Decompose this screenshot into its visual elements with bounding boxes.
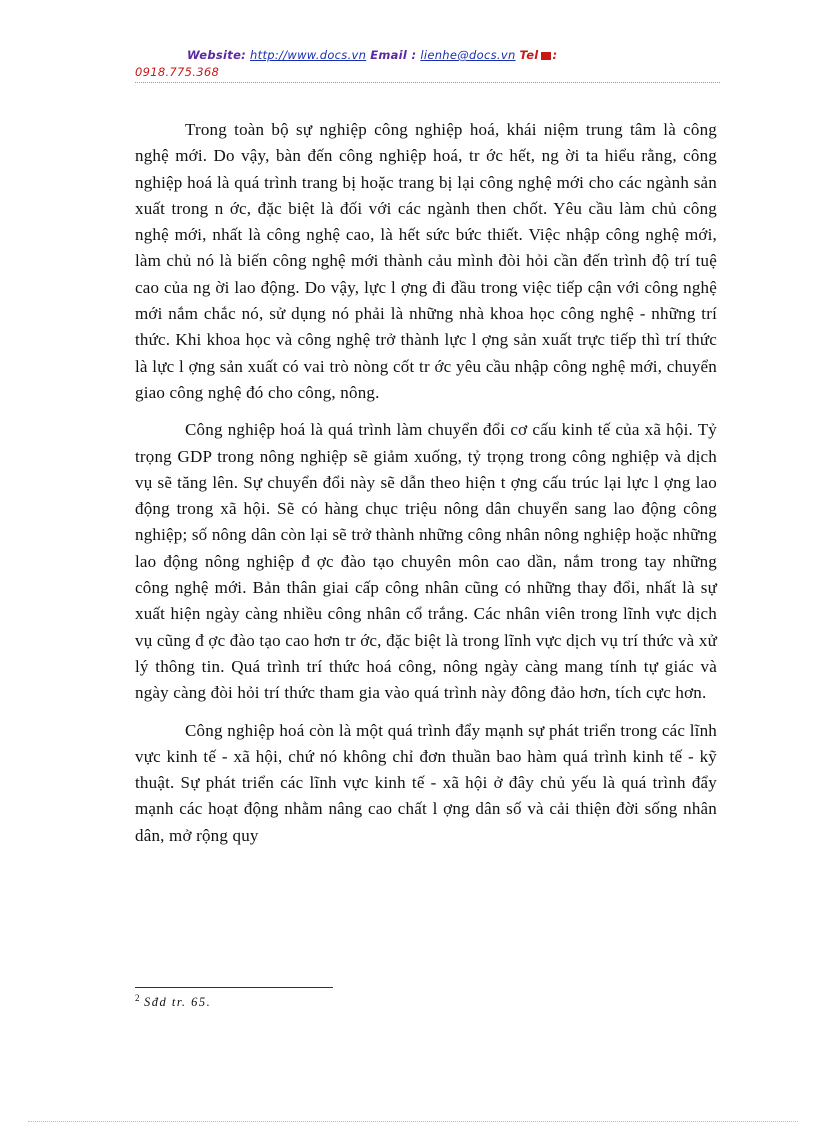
footnote [135, 993, 211, 1010]
telephone-icon [541, 52, 551, 60]
paragraph-2: Công nghiệp hoá là quá trình làm chuyển đổi cơ cấu kinh tế của xã hội. Tỷ trọng GDP trong nông nghiệp sẽ giảm xuống, tỷ trọng trong công nghiệp và dịch vụ sẽ tăng lên. Sự chuyển đổi này sẽ dẫn theo hiện t ợng cấu trúc lại lực l ợng lao động trong xã hội. Sẽ có hàng chục triệu nông dân chuyển sang lao động công nghiệp; số nông dân còn lại sẽ trở thành những công nhân nông nghiệp hoặc những lao động nông nghiệp đ ợc đào tạo chuyên môn cao dần, nắm trong tay những công nghệ mới. Bản thân giai cấp công nhân cũng có những thay đổi, nhất là sự xuất hiện ngày càng nhiều công nhân cổ trắng. Các nhân viên trong lĩnh vực dịch vụ cũng đ ợc đào tạo cao hơn tr ớc, đặc biệt là trong lĩnh vực dịch vụ trí thức và xử lý thông tin. Quá trình trí thức hoá công, nông ngày càng mang tính tự giác và ngày càng đòi hỏi trí thức tham gia vào quá trình này đông đảo hơn, tích cực hơn. [135, 420, 717, 703]
page-header [135, 47, 720, 81]
footnote-text: Sđd tr. 65. [144, 995, 212, 1010]
email-link[interactable]: lienhe@docs.vn [420, 48, 516, 62]
paragraph-1: Trong toàn bộ sự nghiệp công nghiệp hoá, khái niệm trung tâm là công nghệ mới. Do vậy, bàn đến công nghiệp hoá, tr ớc hết, ng ời ta hiểu rằng, công nghiệp hoá là quá trình trang bị hoặc trang bị lại công nghệ mới cho các ngành sản xuất trong n ớc, đặc biệt là đối với các ngành then chốt. Yêu cầu làm chủ công nghệ mới, nhất là công nghệ cao, là hết sức bức thiết. Việc nhập công nghệ mới, làm chủ nó là biến công nghệ mới thành cảu mình đòi hỏi cần đến trình độ trí tuệ cao của ng ời lao động. Do vậy, lực l ợng đi đầu trong việc tiếp cận với công nghệ mới nắm chắc nó, sử dụng nó phải là những nhà khoa học công nghệ - những trí thức. Khi khoa học và công nghệ trở thành lực l ợng sản xuất trực tiếp thì trí thức là lực l ợng sản xuất có vai trò nòng cốt tr ớc yêu cầu nhập công nghệ mới, chuyển giao công nghệ đó cho công, nông. [135, 120, 717, 402]
header-contact-line: Website: http://www.docs.vn Email : lienhe@docs.vn Tel : [187, 48, 558, 62]
paragraph-3: Công nghiệp hoá còn là một quá trình đẩy mạnh sự phát triển trong các lĩnh vực kinh tế - xã hội, chứ nó không chỉ đơn thuần bao hàm quá trình kinh tế - kỹ thuật. Sự phát triển các lĩnh vực kinh tế - xã hội ở đây chủ yếu là quá trình đẩy mạnh các hoạt động nhằm nâng cao chất l ợng dân số và cải thiện đời sống nhân dân, mở rộng quy [135, 720, 717, 845]
footnote-divider [135, 987, 333, 988]
email-label: Email : [370, 48, 417, 62]
tel-label: Tel [519, 48, 539, 62]
phone-number: 0918.775.368 [135, 65, 220, 79]
document-body [135, 117, 717, 860]
header-divider [135, 82, 720, 83]
page-bottom-divider [28, 1121, 798, 1122]
footnote-marker: 2 [135, 993, 141, 1003]
website-link[interactable]: http://www.docs.vn [250, 48, 367, 62]
website-label: Website: [187, 48, 247, 62]
